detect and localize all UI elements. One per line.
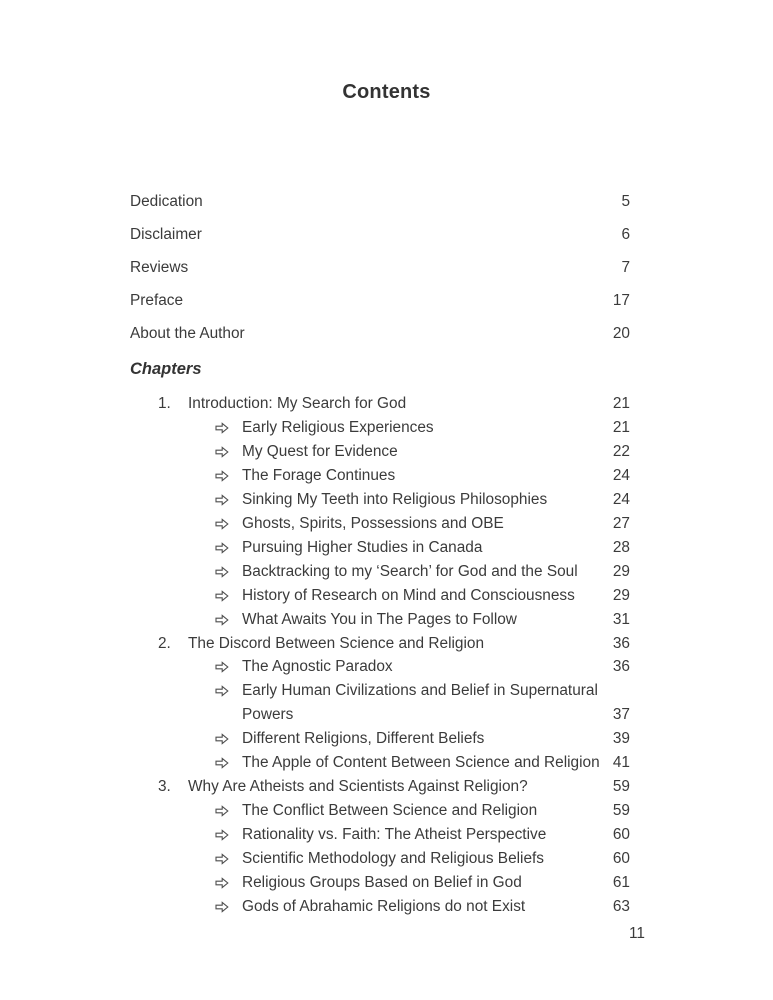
footer-page-number: 11: [629, 925, 645, 942]
chapter-page-number: 36: [612, 634, 630, 652]
section-title: The Agnostic Paradox: [242, 658, 393, 676]
section-title: What Awaits You in The Pages to Follow: [242, 610, 517, 628]
section-page-number: 28: [612, 538, 630, 556]
toc-entry-page-number: 17: [612, 291, 630, 309]
rightwards-white-arrow-icon: [215, 488, 242, 512]
rightwards-white-arrow-icon: [215, 751, 242, 775]
chapter-title: Introduction: My Search for God: [188, 395, 407, 412]
section-title: History of Research on Mind and Consciousness: [242, 586, 575, 604]
section-title: Scientific Methodology and Religious Beliefs: [242, 850, 544, 868]
toc-section-entry: [130, 584, 630, 608]
chapter-page-number: 59: [612, 778, 630, 796]
toc-section-entry: [130, 440, 630, 464]
toc-section-entry: [130, 464, 630, 488]
section-page-number: 24: [612, 490, 630, 508]
front-matter-list: [130, 185, 630, 350]
section-title: Sinking My Teeth into Religious Philosophies: [242, 490, 548, 508]
section-page-number: 21: [612, 418, 630, 436]
toc-section-entry: [130, 847, 630, 871]
section-page-number: 36: [612, 658, 630, 676]
toc-front-matter-entry: [130, 284, 630, 317]
section-page-number: 31: [612, 610, 630, 628]
section-page-number: 37: [612, 706, 630, 724]
section-page-number: 39: [612, 730, 630, 748]
section-title: Ghosts, Spirits, Possessions and OBE: [242, 514, 504, 532]
rightwards-white-arrow-icon: [215, 584, 242, 608]
section-page-number: 29: [612, 586, 630, 604]
chapter-number: 2.: [158, 634, 171, 652]
toc-section-entry: [130, 871, 630, 895]
toc-entry-label: Dedication: [130, 192, 203, 210]
section-page-number: 22: [612, 442, 630, 460]
toc-front-matter-entry: [130, 251, 630, 284]
section-title: Early Religious Experiences: [242, 418, 434, 436]
rightwards-white-arrow-icon: [215, 608, 242, 632]
rightwards-white-arrow-icon: [215, 512, 242, 536]
toc-section-entry: [130, 608, 630, 632]
toc-chapter-entry: [130, 392, 630, 416]
chapter-page-number: 21: [612, 395, 630, 412]
section-page-number: 61: [612, 874, 630, 892]
rightwards-white-arrow-icon: [215, 655, 242, 679]
toc-section-entry: [130, 560, 630, 584]
section-title: Rationality vs. Faith: The Atheist Perspective: [242, 826, 547, 844]
section-title: The Apple of Content Between Science and Religion: [242, 754, 600, 772]
toc-entry-label: About the Author: [130, 324, 245, 342]
toc-section-entry: [130, 823, 630, 847]
section-title: Gods of Abrahamic Religions do not Exist: [242, 898, 526, 916]
section-page-number: 24: [612, 466, 630, 484]
page-title: Contents: [342, 81, 431, 103]
rightwards-white-arrow-icon: [215, 464, 242, 488]
chapter-title: The Discord Between Science and Religion: [188, 634, 485, 652]
section-title: The Conflict Between Science and Religion: [242, 802, 538, 820]
section-title: Backtracking to my ‘Search’ for God and the Soul: [242, 562, 578, 580]
toc-entry-label: Reviews: [130, 258, 189, 276]
section-page-number: 29: [612, 562, 630, 580]
toc-entry-page-number: 6: [621, 225, 630, 243]
rightwards-white-arrow-icon: [215, 416, 242, 440]
toc-section-entry: [130, 488, 630, 512]
rightwards-white-arrow-icon: [215, 679, 242, 703]
toc-entry-page-number: 20: [612, 324, 630, 342]
rightwards-white-arrow-icon: [215, 536, 242, 560]
toc-front-matter-entry: [130, 317, 630, 350]
toc-entry-label: Preface: [130, 291, 184, 309]
section-title: Early Human Civilizations and Belief in Supernatural Powers: [242, 682, 598, 724]
section-page-number: 63: [612, 898, 630, 916]
chapters-list: [130, 392, 630, 919]
toc-chapter-entry: [130, 632, 630, 656]
chapter-number: 1.: [158, 395, 171, 412]
chapter-title: Why Are Atheists and Scientists Against Religion?: [188, 778, 528, 796]
toc-section-entry: [130, 727, 630, 751]
chapters-heading: Chapters: [130, 360, 202, 378]
toc-section-entry: [130, 536, 630, 560]
section-page-number: 60: [612, 826, 630, 844]
rightwards-white-arrow-icon: [215, 799, 242, 823]
section-title: The Forage Continues: [242, 466, 396, 484]
section-page-number: 60: [612, 850, 630, 868]
toc-entry-page-number: 7: [621, 258, 630, 276]
toc-front-matter-entry: [130, 185, 630, 218]
toc-section-entry: [130, 751, 630, 775]
rightwards-white-arrow-icon: [215, 847, 242, 871]
section-page-number: 27: [612, 514, 630, 532]
toc-section-entry: [130, 512, 630, 536]
section-title: My Quest for Evidence: [242, 442, 398, 460]
toc-section-entry: [130, 655, 630, 679]
toc-section-entry: [130, 895, 630, 919]
section-title: Religious Groups Based on Belief in God: [242, 874, 522, 892]
section-title: Different Religions, Different Beliefs: [242, 730, 485, 748]
rightwards-white-arrow-icon: [215, 560, 242, 584]
toc-section-entry: [130, 799, 630, 823]
toc-section-entry: [130, 679, 630, 727]
toc-entry-page-number: 5: [621, 192, 630, 210]
rightwards-white-arrow-icon: [215, 440, 242, 464]
section-page-number: 59: [612, 802, 630, 820]
chapter-number: 3.: [158, 778, 171, 796]
section-title: Pursuing Higher Studies in Canada: [242, 538, 483, 556]
toc-entry-label: Disclaimer: [130, 225, 202, 243]
rightwards-white-arrow-icon: [215, 871, 242, 895]
rightwards-white-arrow-icon: [215, 895, 242, 919]
toc-front-matter-entry: [130, 218, 630, 251]
rightwards-white-arrow-icon: [215, 823, 242, 847]
toc-chapter-entry: [130, 775, 630, 799]
rightwards-white-arrow-icon: [215, 727, 242, 751]
toc-section-entry: [130, 416, 630, 440]
section-page-number: 41: [612, 754, 630, 772]
